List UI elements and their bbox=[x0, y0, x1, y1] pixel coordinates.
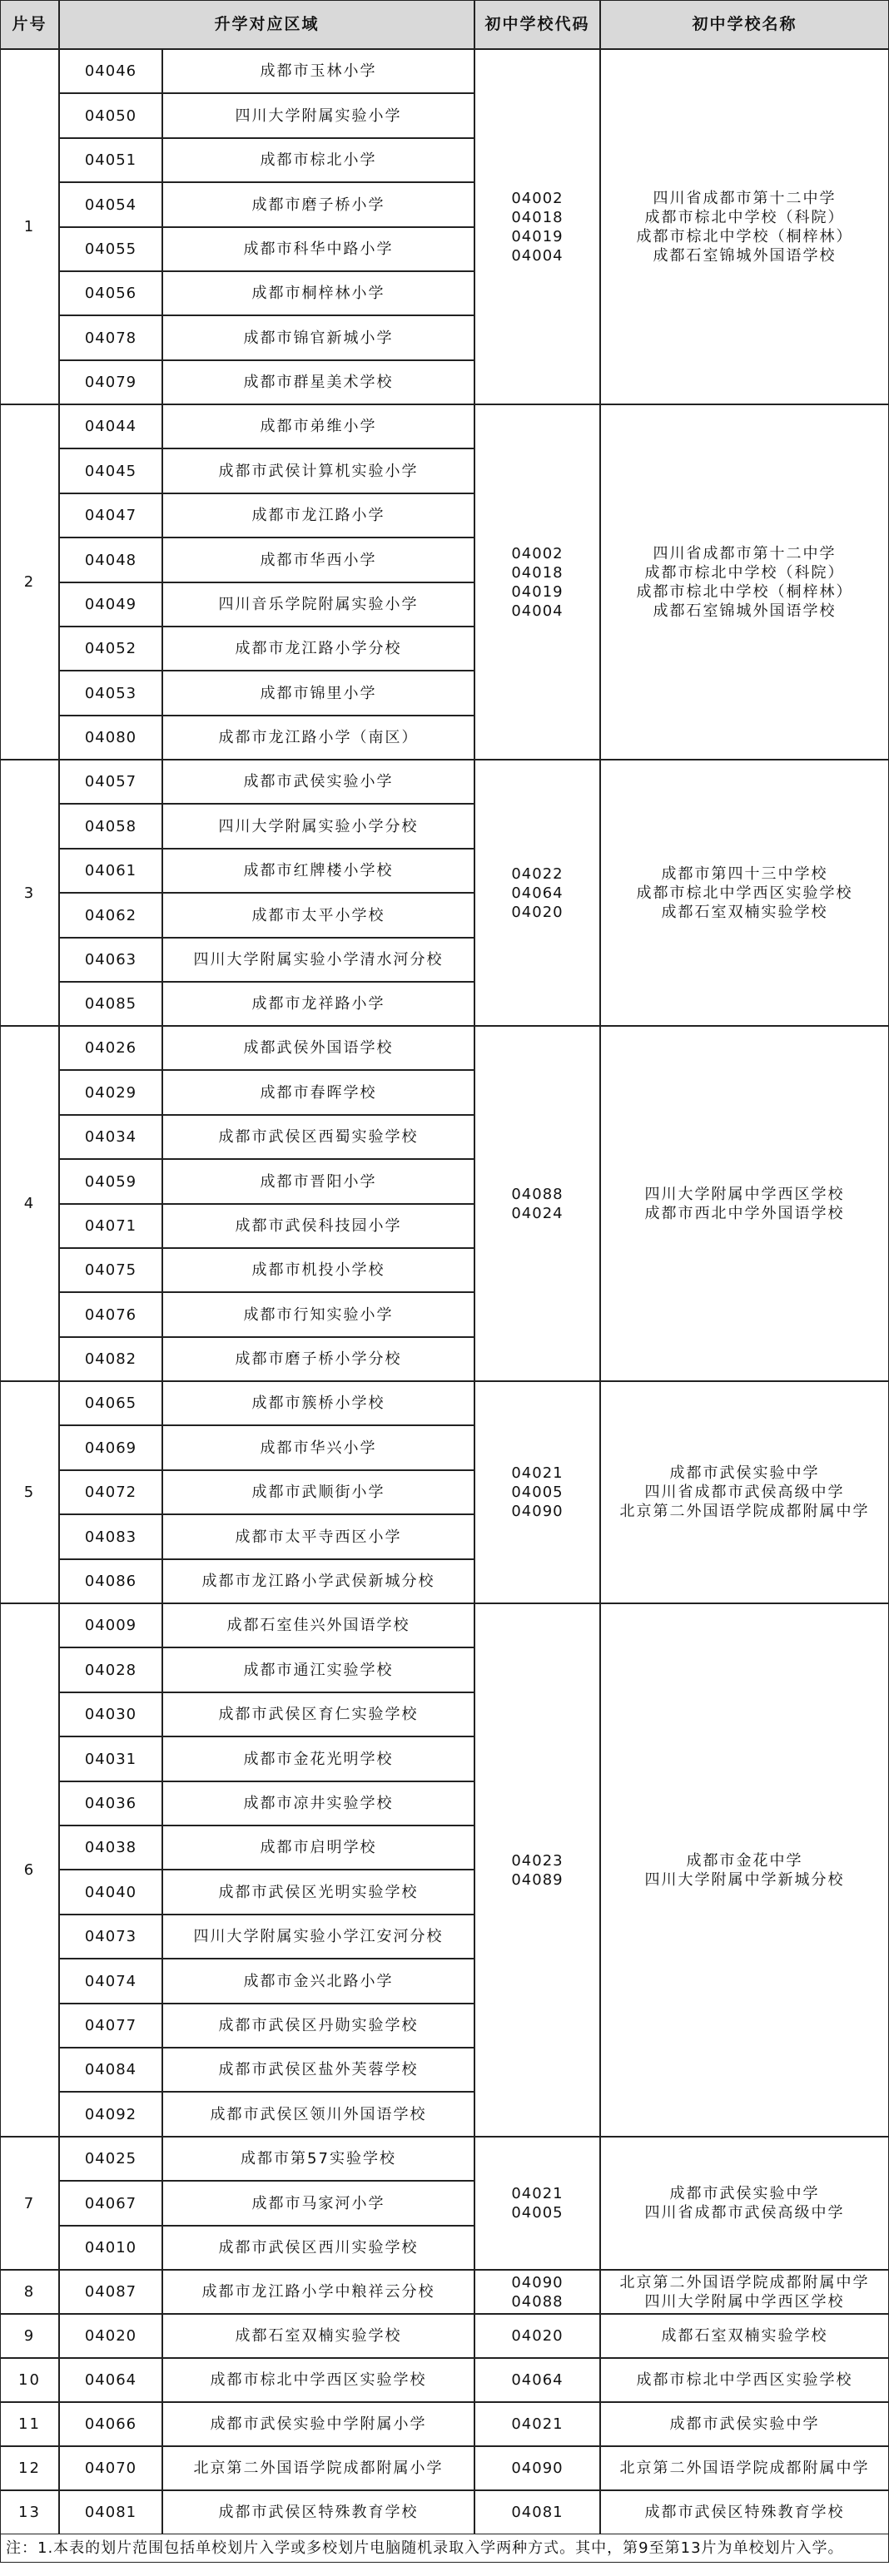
primary-school-code: 04062 bbox=[59, 893, 162, 938]
middle-school-codes: 04088 04024 bbox=[474, 1026, 600, 1381]
middle-school-codes: 04064 bbox=[474, 2358, 600, 2402]
primary-school-code: 04092 bbox=[59, 2092, 162, 2137]
piece-number: 11 bbox=[0, 2402, 59, 2446]
primary-school-name: 成都市武侯区育仁实验学校 bbox=[162, 1692, 474, 1736]
primary-school-code: 04070 bbox=[59, 2446, 162, 2490]
primary-school-code: 04059 bbox=[59, 1159, 162, 1204]
piece-number: 5 bbox=[0, 1381, 59, 1603]
primary-school-code: 04086 bbox=[59, 1559, 162, 1603]
middle-school-codes: 04022 04064 04020 bbox=[474, 760, 600, 1026]
primary-school-name: 成都市武侯计算机实验小学 bbox=[162, 448, 474, 493]
middle-school-codes: 04023 04089 bbox=[474, 1603, 600, 2137]
middle-school-names: 成都市第四十三中学校 成都市棕北中学西区实验学校 成都石室双楠实验学校 bbox=[600, 760, 889, 1026]
piece-number: 3 bbox=[0, 760, 59, 1026]
primary-school-name: 成都市武侯实验中学附属小学 bbox=[162, 2402, 474, 2446]
primary-school-name: 成都市锦里小学 bbox=[162, 671, 474, 716]
primary-school-name: 成都市龙江路小学分校 bbox=[162, 627, 474, 671]
primary-school-name: 成都石室佳兴外国语学校 bbox=[162, 1603, 474, 1647]
primary-school-name: 成都市武侯区光明实验学校 bbox=[162, 1870, 474, 1915]
middle-school-codes: 04021 bbox=[474, 2402, 600, 2446]
primary-school-name: 四川大学附属实验小学 bbox=[162, 93, 474, 138]
primary-school-name: 成都市武侯区丹勋实验学校 bbox=[162, 2004, 474, 2048]
header-middle-name: 初中学校名称 bbox=[600, 0, 889, 49]
primary-school-name: 成都市武顺街小学 bbox=[162, 1470, 474, 1514]
primary-school-name: 四川大学附属实验小学分校 bbox=[162, 804, 474, 849]
primary-school-code: 04052 bbox=[59, 627, 162, 671]
primary-school-code: 04076 bbox=[59, 1292, 162, 1337]
primary-school-code: 04085 bbox=[59, 982, 162, 1026]
primary-school-name: 北京第二外国语学院成都附属小学 bbox=[162, 2446, 474, 2490]
primary-school-name: 成都市弟维小学 bbox=[162, 404, 474, 448]
middle-school-names: 北京第二外国语学院成都附属中学 四川大学附属中学西区学校 bbox=[600, 2270, 889, 2314]
primary-school-code: 04071 bbox=[59, 1204, 162, 1248]
primary-school-code: 04061 bbox=[59, 849, 162, 893]
middle-school-codes: 04090 04088 bbox=[474, 2270, 600, 2314]
piece-number: 2 bbox=[0, 404, 59, 760]
primary-school-code: 04036 bbox=[59, 1781, 162, 1825]
primary-school-code: 04049 bbox=[59, 582, 162, 627]
primary-school-name: 成都市通江实验学校 bbox=[162, 1647, 474, 1692]
primary-school-code: 04038 bbox=[59, 1825, 162, 1870]
primary-school-name: 成都市红牌楼小学校 bbox=[162, 849, 474, 893]
primary-school-name: 成都市龙江路小学 bbox=[162, 493, 474, 537]
primary-school-name: 成都市机投小学校 bbox=[162, 1248, 474, 1292]
header-area: 升学对应区域 bbox=[59, 0, 474, 49]
primary-school-name: 成都市第57实验学校 bbox=[162, 2137, 474, 2181]
primary-school-name: 成都市马家河小学 bbox=[162, 2181, 474, 2226]
middle-school-names: 成都市武侯实验中学 bbox=[600, 2402, 889, 2446]
primary-school-name: 成都市棕北中学西区实验学校 bbox=[162, 2358, 474, 2402]
primary-school-name: 成都武侯外国语学校 bbox=[162, 1026, 474, 1070]
middle-school-codes: 04002 04018 04019 04004 bbox=[474, 49, 600, 404]
piece-number: 8 bbox=[0, 2270, 59, 2314]
primary-school-code: 04048 bbox=[59, 537, 162, 582]
middle-school-codes: 04020 bbox=[474, 2314, 600, 2358]
primary-school-name: 成都市凉井实验学校 bbox=[162, 1781, 474, 1825]
primary-school-name: 成都市华西小学 bbox=[162, 537, 474, 582]
primary-school-name: 成都市龙江路小学中粮祥云分校 bbox=[162, 2270, 474, 2314]
middle-school-names: 成都市金花中学 四川大学附属中学新城分校 bbox=[600, 1603, 889, 2137]
primary-school-name: 四川大学附属实验小学清水河分校 bbox=[162, 938, 474, 982]
primary-school-name: 成都市行知实验小学 bbox=[162, 1292, 474, 1337]
primary-school-code: 04010 bbox=[59, 2226, 162, 2270]
piece-number: 12 bbox=[0, 2446, 59, 2490]
primary-school-code: 04066 bbox=[59, 2402, 162, 2446]
primary-school-name: 成都市武侯实验小学 bbox=[162, 760, 474, 804]
primary-school-name: 成都市龙江路小学武侯新城分校 bbox=[162, 1559, 474, 1603]
primary-school-name: 成都市锦官新城小学 bbox=[162, 315, 474, 360]
middle-school-names: 成都市棕北中学西区实验学校 bbox=[600, 2358, 889, 2402]
primary-school-code: 04026 bbox=[59, 1026, 162, 1070]
primary-school-code: 04056 bbox=[59, 271, 162, 315]
primary-school-name: 成都市武侯区领川外国语学校 bbox=[162, 2092, 474, 2137]
primary-school-name: 成都市棕北小学 bbox=[162, 138, 474, 182]
primary-school-code: 04040 bbox=[59, 1870, 162, 1915]
middle-school-codes: 04090 bbox=[474, 2446, 600, 2490]
primary-school-name: 四川音乐学院附属实验小学 bbox=[162, 582, 474, 627]
primary-school-name: 成都市磨子桥小学 bbox=[162, 182, 474, 227]
middle-school-names: 北京第二外国语学院成都附属中学 bbox=[600, 2446, 889, 2490]
primary-school-name: 成都市太平寺西区小学 bbox=[162, 1514, 474, 1559]
primary-school-code: 04084 bbox=[59, 2048, 162, 2092]
primary-school-code: 04064 bbox=[59, 2358, 162, 2402]
primary-school-code: 04063 bbox=[59, 938, 162, 982]
piece-number: 7 bbox=[0, 2137, 59, 2270]
primary-school-code: 04028 bbox=[59, 1647, 162, 1692]
primary-school-code: 04079 bbox=[59, 360, 162, 404]
primary-school-name: 成都市科华中路小学 bbox=[162, 227, 474, 271]
primary-school-code: 04047 bbox=[59, 493, 162, 537]
primary-school-code: 04044 bbox=[59, 404, 162, 448]
primary-school-name: 成都市武侯区西川实验学校 bbox=[162, 2226, 474, 2270]
primary-school-code: 04065 bbox=[59, 1381, 162, 1425]
primary-school-code: 04025 bbox=[59, 2137, 162, 2181]
primary-school-name: 成都市龙祥路小学 bbox=[162, 982, 474, 1026]
primary-school-name: 成都市金花光明学校 bbox=[162, 1736, 474, 1781]
middle-school-names: 四川省成都市第十二中学 成都市棕北中学校（科院） 成都市棕北中学校（桐梓林） 成都石室锦城外国语学校 bbox=[600, 49, 889, 404]
header-piece: 片号 bbox=[0, 0, 59, 49]
primary-school-name: 成都市武侯区特殊教育学校 bbox=[162, 2490, 474, 2534]
middle-school-names: 成都市武侯实验中学 四川省成都市武侯高级中学 北京第二外国语学院成都附属中学 bbox=[600, 1381, 889, 1603]
primary-school-code: 04034 bbox=[59, 1115, 162, 1159]
primary-school-code: 04020 bbox=[59, 2314, 162, 2358]
piece-number: 10 bbox=[0, 2358, 59, 2402]
primary-school-name: 成都市簇桥小学校 bbox=[162, 1381, 474, 1425]
footnote: 注：1.本表的划片范围包括单校划片入学或多校划片电脑随机录取入学两种方式。其中，第9至第13片为单校划片入学。 bbox=[0, 2534, 889, 2563]
primary-school-name: 成都市龙江路小学（南区） bbox=[162, 716, 474, 760]
primary-school-code: 04082 bbox=[59, 1337, 162, 1381]
primary-school-code: 04057 bbox=[59, 760, 162, 804]
primary-school-name: 成都市武侯科技园小学 bbox=[162, 1204, 474, 1248]
primary-school-code: 04087 bbox=[59, 2270, 162, 2314]
primary-school-code: 04080 bbox=[59, 716, 162, 760]
middle-school-names: 成都市武侯实验中学 四川省成都市武侯高级中学 bbox=[600, 2137, 889, 2270]
primary-school-code: 04073 bbox=[59, 1915, 162, 1959]
primary-school-code: 04067 bbox=[59, 2181, 162, 2226]
primary-school-code: 04045 bbox=[59, 448, 162, 493]
middle-school-codes: 04021 04005 bbox=[474, 2137, 600, 2270]
middle-school-codes: 04081 bbox=[474, 2490, 600, 2534]
primary-school-name: 成都市启明学校 bbox=[162, 1825, 474, 1870]
primary-school-code: 04054 bbox=[59, 182, 162, 227]
primary-school-code: 04078 bbox=[59, 315, 162, 360]
primary-school-name: 成都市太平小学校 bbox=[162, 893, 474, 938]
middle-school-names: 四川大学附属中学西区学校 成都市西北中学外国语学校 bbox=[600, 1026, 889, 1381]
primary-school-name: 成都市桐梓林小学 bbox=[162, 271, 474, 315]
primary-school-code: 04083 bbox=[59, 1514, 162, 1559]
piece-number: 6 bbox=[0, 1603, 59, 2137]
primary-school-code: 04058 bbox=[59, 804, 162, 849]
piece-number: 4 bbox=[0, 1026, 59, 1381]
primary-school-name: 成都市群星美术学校 bbox=[162, 360, 474, 404]
primary-school-code: 04075 bbox=[59, 1248, 162, 1292]
primary-school-code: 04029 bbox=[59, 1070, 162, 1115]
primary-school-name: 成都石室双楠实验学校 bbox=[162, 2314, 474, 2358]
primary-school-code: 04053 bbox=[59, 671, 162, 716]
primary-school-code: 04069 bbox=[59, 1425, 162, 1470]
primary-school-name: 成都市磨子桥小学分校 bbox=[162, 1337, 474, 1381]
piece-number: 1 bbox=[0, 49, 59, 404]
primary-school-code: 04081 bbox=[59, 2490, 162, 2534]
middle-school-names: 四川省成都市第十二中学 成都市棕北中学校（科院） 成都市棕北中学校（桐梓林） 成都石室锦城外国语学校 bbox=[600, 404, 889, 760]
primary-school-code: 04055 bbox=[59, 227, 162, 271]
piece-number: 9 bbox=[0, 2314, 59, 2358]
primary-school-code: 04030 bbox=[59, 1692, 162, 1736]
primary-school-name: 成都市华兴小学 bbox=[162, 1425, 474, 1470]
primary-school-code: 04072 bbox=[59, 1470, 162, 1514]
header-middle-code: 初中学校代码 bbox=[474, 0, 600, 49]
primary-school-code: 04009 bbox=[59, 1603, 162, 1647]
primary-school-code: 04051 bbox=[59, 138, 162, 182]
primary-school-name: 成都市晋阳小学 bbox=[162, 1159, 474, 1204]
primary-school-code: 04031 bbox=[59, 1736, 162, 1781]
piece-number: 13 bbox=[0, 2490, 59, 2534]
primary-school-code: 04077 bbox=[59, 2004, 162, 2048]
primary-school-name: 成都市春晖学校 bbox=[162, 1070, 474, 1115]
primary-school-name: 成都市玉林小学 bbox=[162, 49, 474, 93]
middle-school-names: 成都市武侯区特殊教育学校 bbox=[600, 2490, 889, 2534]
primary-school-name: 四川大学附属实验小学江安河分校 bbox=[162, 1915, 474, 1959]
middle-school-names: 成都石室双楠实验学校 bbox=[600, 2314, 889, 2358]
primary-school-name: 成都市武侯区西蜀实验学校 bbox=[162, 1115, 474, 1159]
primary-school-name: 成都市金兴北路小学 bbox=[162, 1959, 474, 2004]
primary-school-code: 04046 bbox=[59, 49, 162, 93]
middle-school-codes: 04021 04005 04090 bbox=[474, 1381, 600, 1603]
middle-school-codes: 04002 04018 04019 04004 bbox=[474, 404, 600, 760]
primary-school-code: 04074 bbox=[59, 1959, 162, 2004]
primary-school-code: 04050 bbox=[59, 93, 162, 138]
primary-school-name: 成都市武侯区盐外芙蓉学校 bbox=[162, 2048, 474, 2092]
